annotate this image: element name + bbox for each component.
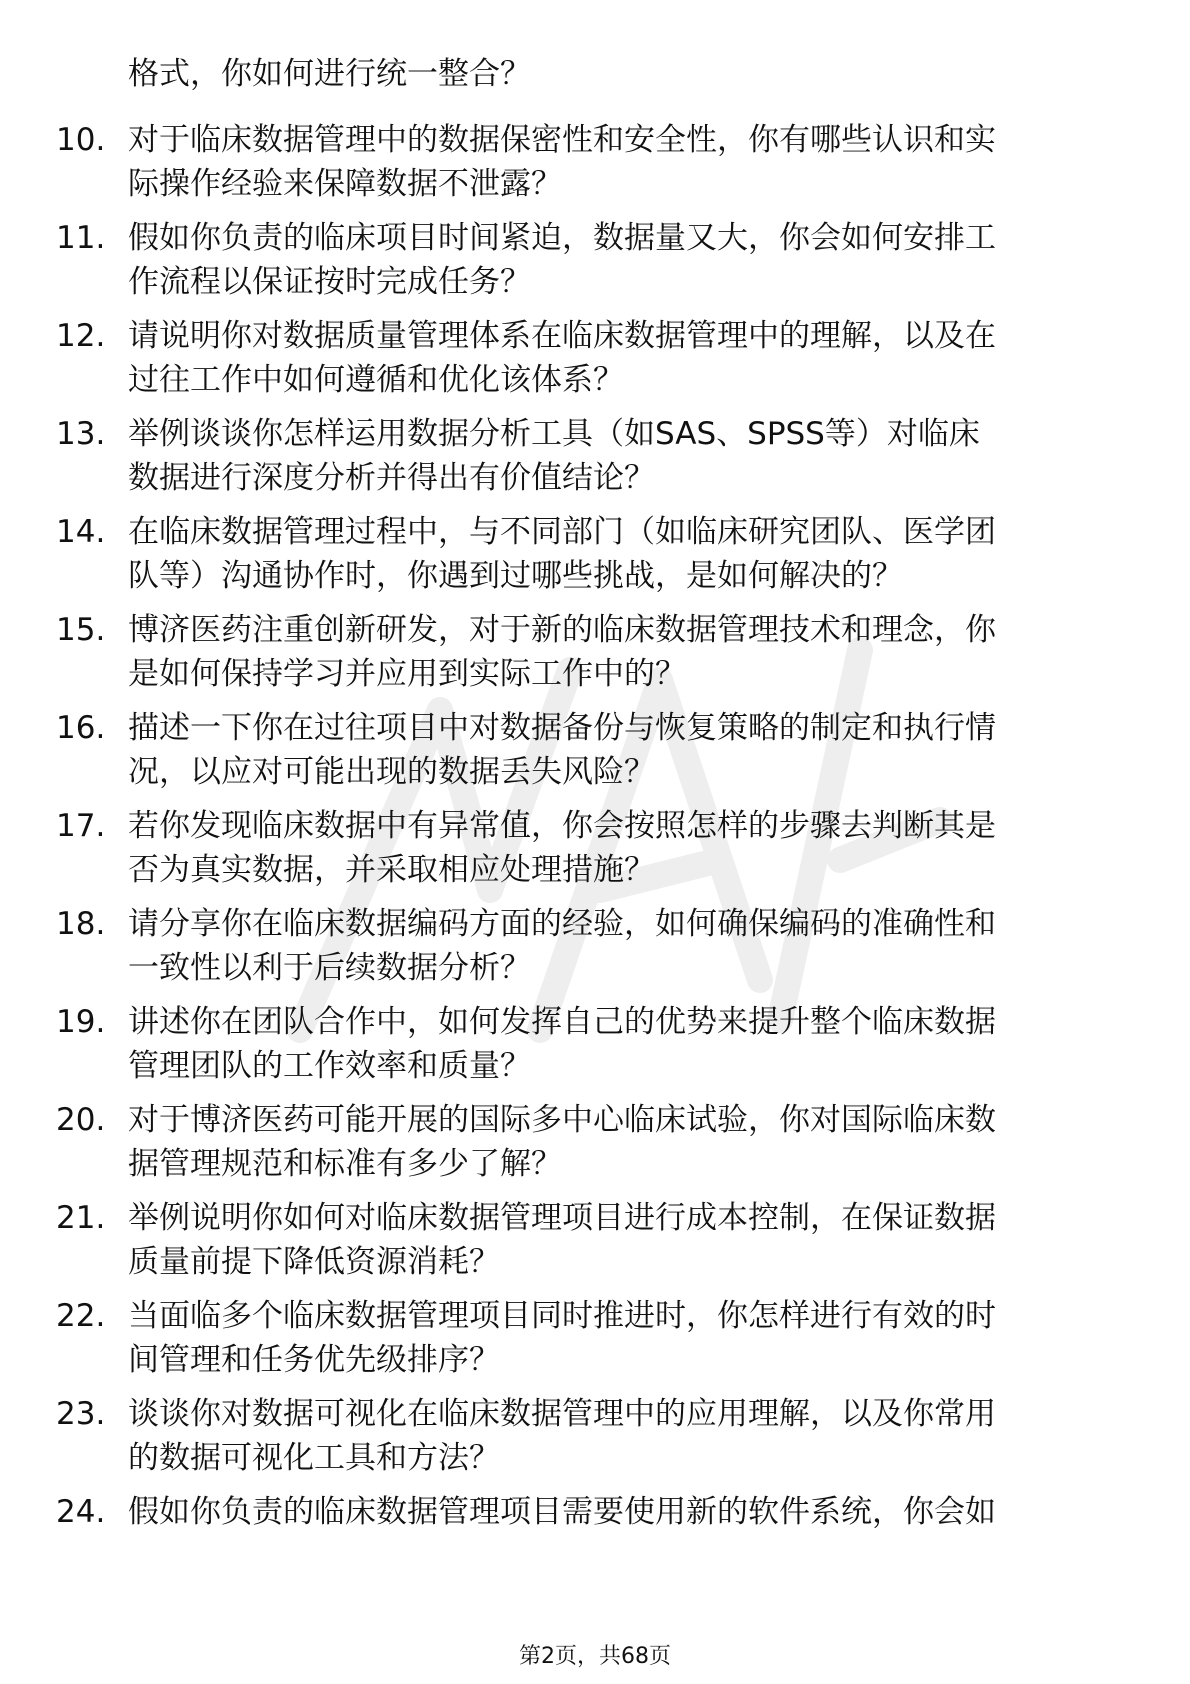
question-text bbox=[128, 118, 1118, 206]
question-text-line: 请分享你在临床数据编码方面的经验，如何确保编码的准确性和 bbox=[128, 906, 996, 942]
question-text-line: 讲述你在团队合作中，如何发挥自己的优势来提升整个临床数据 bbox=[128, 1004, 996, 1040]
continuation-text: 格式，你如何进行统一整合？ bbox=[128, 56, 531, 92]
question-text bbox=[128, 1294, 1118, 1382]
question-text-line: 过往工作中如何遵循和优化该体系？ bbox=[128, 362, 624, 398]
question-text bbox=[128, 1196, 1118, 1284]
question-text bbox=[128, 510, 1118, 598]
question-number: 20. bbox=[56, 1102, 106, 1138]
question-text-line: 举例说明你如何对临床数据管理项目进行成本控制，在保证数据 bbox=[128, 1200, 996, 1236]
question-text-line: 描述一下你在过往项目中对数据备份与恢复策略的制定和执行情 bbox=[128, 710, 996, 746]
question-text bbox=[128, 216, 1118, 304]
question-text-line: 举例谈谈你怎样运用数据分析工具（如SAS、SPSS等）对临床 bbox=[128, 416, 980, 452]
question-text-line: 假如你负责的临床项目时间紧迫，数据量又大，你会如何安排工 bbox=[128, 220, 996, 256]
question-text bbox=[128, 1000, 1118, 1088]
question-text bbox=[128, 804, 1118, 892]
question-text-line: 在临床数据管理过程中，与不同部门（如临床研究团队、医学团 bbox=[128, 514, 996, 550]
question-text bbox=[128, 314, 1118, 402]
question-text-line: 质量前提下降低资源消耗？ bbox=[128, 1244, 500, 1280]
question-number: 23. bbox=[56, 1396, 106, 1432]
question-text bbox=[128, 608, 1118, 696]
question-text-line: 博济医药注重创新研发，对于新的临床数据管理技术和理念，你 bbox=[128, 612, 996, 648]
question-number: 10. bbox=[56, 122, 106, 158]
question-text-line: 据管理规范和标准有多少了解？ bbox=[128, 1146, 562, 1182]
question-number: 24. bbox=[56, 1494, 106, 1530]
page-footer: 第2页，共68页 bbox=[519, 1644, 671, 1669]
question-text-line: 当面临多个临床数据管理项目同时推进时，你怎样进行有效的时 bbox=[128, 1298, 996, 1334]
question-number: 12. bbox=[56, 318, 106, 354]
question-text bbox=[128, 902, 1118, 990]
question-text-line: 对于临床数据管理中的数据保密性和安全性，你有哪些认识和实 bbox=[128, 122, 996, 158]
question-text-line: 况，以应对可能出现的数据丢失风险？ bbox=[128, 754, 655, 790]
question-number: 14. bbox=[56, 514, 106, 550]
question-number: 11. bbox=[56, 220, 106, 256]
question-number: 22. bbox=[56, 1298, 106, 1334]
question-text-line: 对于博济医药可能开展的国际多中心临床试验，你对国际临床数 bbox=[128, 1102, 996, 1138]
question-text bbox=[128, 1490, 1118, 1534]
question-text bbox=[128, 706, 1118, 794]
question-text-line: 假如你负责的临床数据管理项目需要使用新的软件系统，你会如 bbox=[128, 1494, 996, 1530]
question-text-line: 数据进行深度分析并得出有价值结论？ bbox=[128, 460, 655, 496]
question-text-line: 作流程以保证按时完成任务？ bbox=[128, 264, 531, 300]
question-text-line: 谈谈你对数据可视化在临床数据管理中的应用理解，以及你常用 bbox=[128, 1396, 996, 1432]
question-text bbox=[128, 1392, 1118, 1480]
question-text-line: 队等）沟通协作时，你遇到过哪些挑战，是如何解决的？ bbox=[128, 558, 903, 594]
question-number: 17. bbox=[56, 808, 106, 844]
question-number: 19. bbox=[56, 1004, 106, 1040]
question-text-line: 的数据可视化工具和方法？ bbox=[128, 1440, 500, 1476]
question-number: 16. bbox=[56, 710, 106, 746]
question-text-line: 管理团队的工作效率和质量？ bbox=[128, 1048, 531, 1084]
question-number: 13. bbox=[56, 416, 106, 452]
question-text-line: 一致性以利于后续数据分析？ bbox=[128, 950, 531, 986]
question-number: 15. bbox=[56, 612, 106, 648]
question-number: 18. bbox=[56, 906, 106, 942]
question-text bbox=[128, 412, 1118, 500]
question-number: 21. bbox=[56, 1200, 106, 1236]
question-text-line: 若你发现临床数据中有异常值，你会按照怎样的步骤去判断其是 bbox=[128, 808, 996, 844]
question-text-line: 间管理和任务优先级排序？ bbox=[128, 1342, 500, 1378]
question-text bbox=[128, 1098, 1118, 1186]
question-text-line: 际操作经验来保障数据不泄露？ bbox=[128, 166, 562, 202]
question-text-line: 请说明你对数据质量管理体系在临床数据管理中的理解，以及在 bbox=[128, 318, 996, 354]
question-text-line: 是如何保持学习并应用到实际工作中的？ bbox=[128, 656, 686, 692]
question-text-line: 否为真实数据，并采取相应处理措施？ bbox=[128, 852, 655, 888]
